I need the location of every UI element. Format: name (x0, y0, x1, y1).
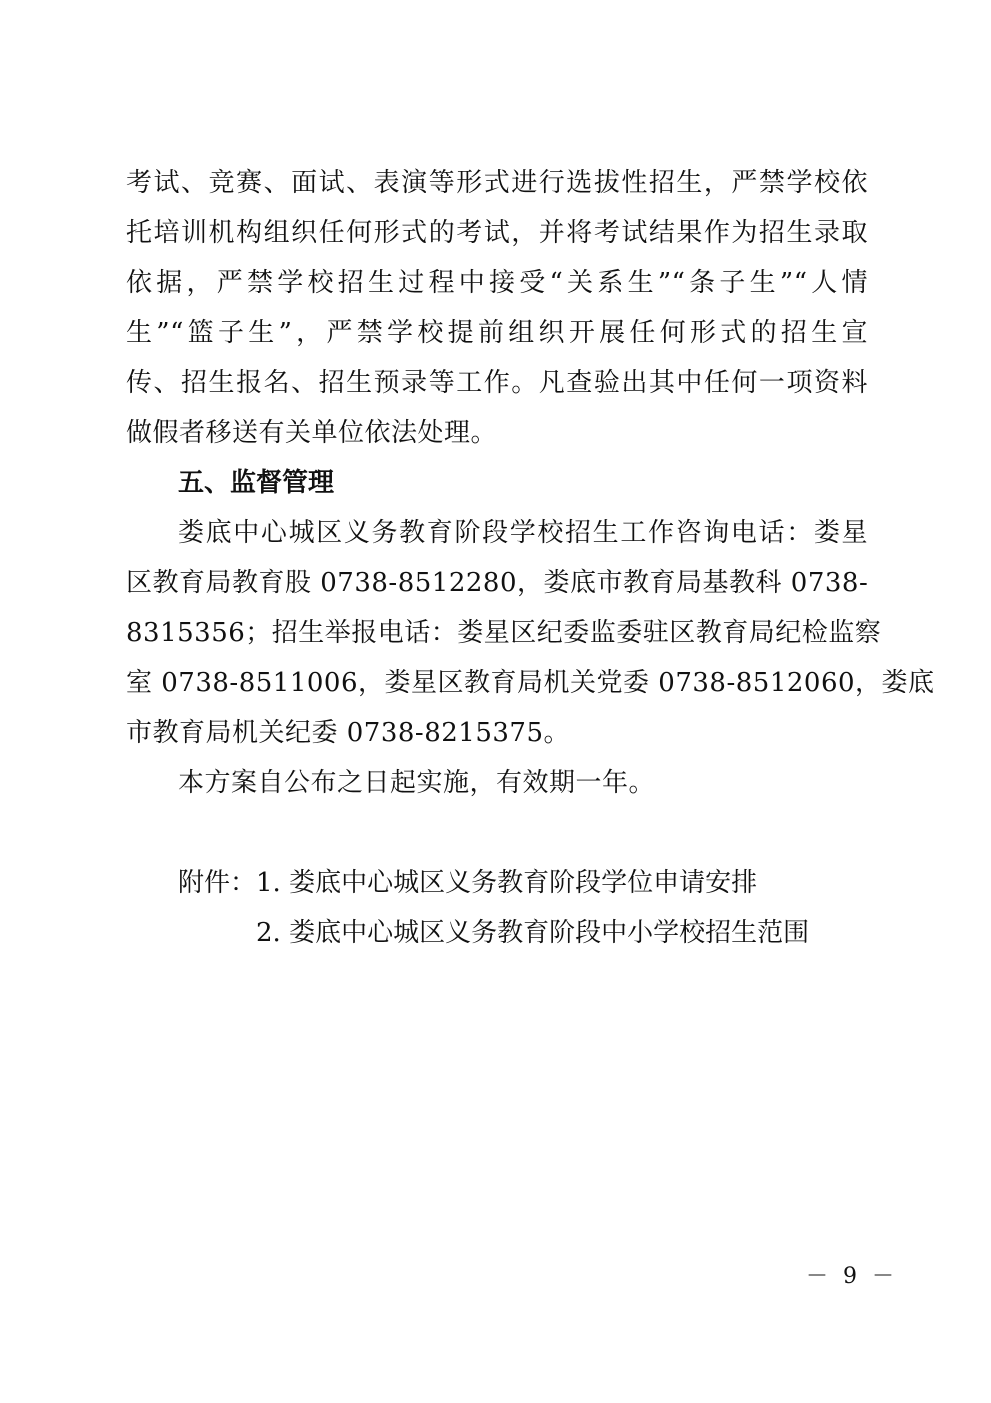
text-line: 市教育局机关纪委 0738-8215375。 (126, 718, 571, 748)
attachment-item: 1. 娄底中心城区义务教育阶段学位申请安排 (256, 868, 758, 898)
text-line: 娄底中心城区义务教育阶段学校招生工作咨询电话：娄星 (178, 518, 868, 548)
text-line: 生”“篮子生”，严禁学校提前组织开展任何形式的招生宣 (126, 318, 868, 348)
text-line: 做假者移送有关单位依法处理。 (126, 418, 498, 448)
attachments-label: 附件： (178, 868, 257, 898)
attachment-item: 2. 娄底中心城区义务教育阶段中小学校招生范围 (256, 918, 810, 948)
section-heading: 五、监督管理 (178, 468, 335, 498)
text-line: 区教育局教育股 0738-8512280，娄底市教育局基教科 0738- (126, 568, 869, 598)
text-line: 考试、竞赛、面试、表演等形式进行选拔性招生，严禁学校依 (126, 168, 868, 198)
text-line: 8315356；招生举报电话：娄星区纪委监委驻区教育局纪检监察 (126, 618, 882, 648)
text-line: 传、招生报名、招生预录等工作。凡查验出其中任何一项资料 (126, 368, 868, 398)
text-line: 托培训机构组织任何形式的考试，并将考试结果作为招生录取 (126, 218, 868, 248)
effective-statement: 本方案自公布之日起实施，有效期一年。 (178, 768, 656, 798)
text-line: 室 0738-8511006，娄星区教育局机关党委 0738-8512060，娄底 (126, 668, 935, 698)
text-line: 依据，严禁学校招生过程中接受“关系生”“条子生”“人情 (126, 268, 868, 298)
page-number: － 9 － (806, 1264, 898, 1289)
